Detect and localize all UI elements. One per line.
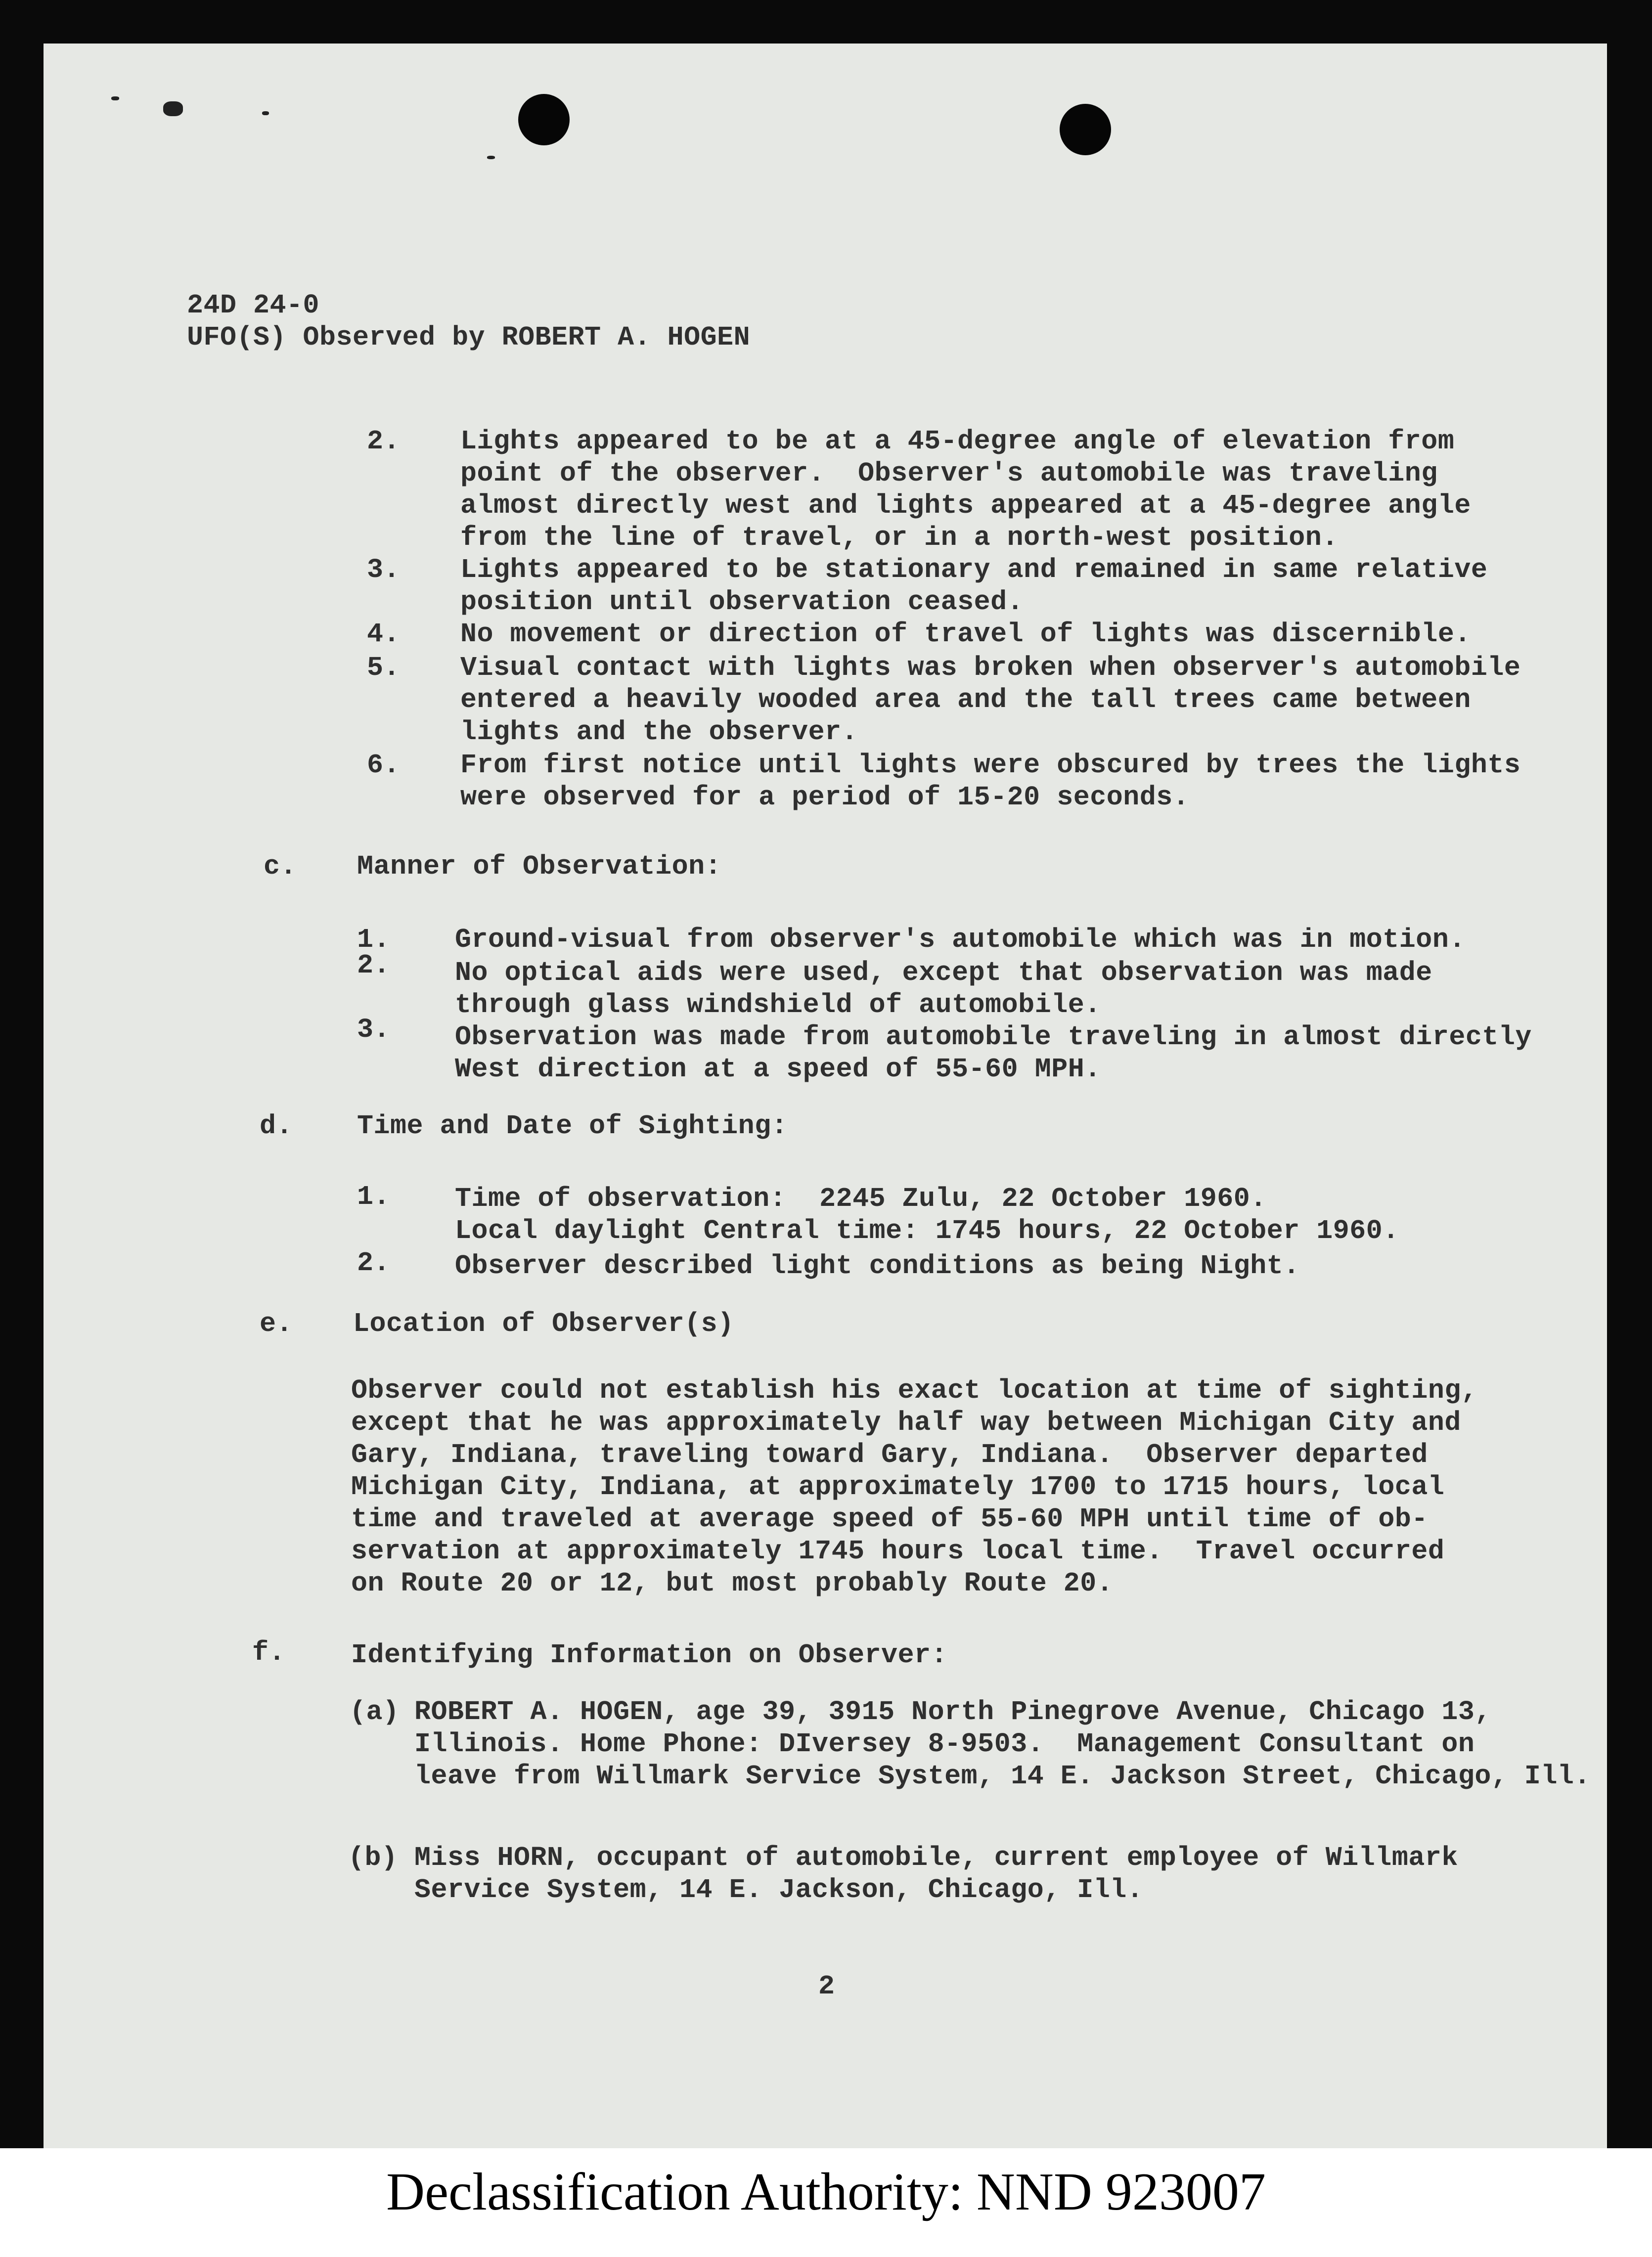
item-number: (b): [348, 1842, 398, 1873]
punch-hole: [518, 94, 570, 145]
item-text: Observation was made from automobile traveling in almost directly West direction at a speed of 55-60 MPH.: [455, 1021, 1532, 1085]
punch-hole: [1060, 104, 1111, 155]
item-text: No optical aids were used, except that observation was made through glass windshield of automobile.: [455, 957, 1432, 1020]
item-text: Ground-visual from observer's automobile which was in motion.: [455, 924, 1466, 955]
section-heading: Time and Date of Sighting:: [357, 1110, 788, 1142]
item-number: 3.: [367, 554, 401, 585]
ink-speck: [111, 96, 119, 100]
item-text: Miss HORN, occupant of automobile, current employee of Willmark Service System, 14 E. Jackson, Chicago, Ill.: [414, 1842, 1458, 1905]
item-text: Lights appeared to be at a 45-degree angle of elevation from point of the observer. Observer's automobile was traveling almost directly west and lights appeared at a 45-degree angle from the line of travel, or in a north-west position.: [460, 426, 1471, 553]
page-number: 2: [818, 1971, 835, 2002]
item-number: 6.: [367, 750, 401, 781]
section-heading: Location of Observer(s): [353, 1308, 734, 1339]
item-number: 5.: [367, 652, 401, 683]
item-number: 2.: [357, 1247, 391, 1279]
location-paragraph: Observer could not establish his exact location at time of sighting, except that he was approximately half way between Michigan City and Gary, Indiana, traveling toward Gary, Indiana. Observer departed Michigan City, Indiana, at approximately 1700 to 1715 hours, local time and traveled at average speed of 55-60 MPH until time of ob- servation at approximately 1745 hours local time. Travel occurred on Route 20 or 12, but most probably Route 20.: [351, 1375, 1478, 1599]
item-number: 2.: [367, 426, 401, 457]
item-number: 4.: [367, 619, 401, 650]
section-label: d.: [260, 1110, 293, 1142]
item-text: From first notice until lights were obscured by trees the lights were observed for a period of 15-20 seconds.: [460, 750, 1521, 813]
section-heading: Identifying Information on Observer:: [351, 1639, 948, 1671]
item-text: Time of observation: 2245 Zulu, 22 October 1960. Local daylight Central time: 1745 hours, 22 October 1960.: [455, 1183, 1399, 1246]
item-number: 2.: [357, 950, 391, 981]
ink-speck: [262, 111, 269, 115]
file-number: 24D 24-0: [187, 290, 320, 321]
section-heading: Manner of Observation:: [357, 851, 722, 882]
item-text: ROBERT A. HOGEN, age 39, 3915 North Pinegrove Avenue, Chicago 13, Illinois. Home Phone: DIversey 8-9503. Management Consultant on leave from Willmark Service System, 14 E. Jackson Street, Chicago, Ill.: [414, 1696, 1591, 1792]
item-text: No movement or direction of travel of lights was discernible.: [460, 619, 1471, 650]
item-number: 3.: [357, 1014, 391, 1045]
document-page: [44, 44, 1607, 2148]
item-number: 1.: [357, 1181, 391, 1212]
ink-speck: [163, 101, 183, 116]
section-label: f.: [252, 1637, 286, 1668]
ink-speck: [487, 156, 495, 159]
item-text: Observer described light conditions as being Night.: [455, 1250, 1300, 1282]
section-label: e.: [260, 1308, 293, 1339]
section-label: c.: [264, 851, 297, 882]
item-text: Visual contact with lights was broken when observer's automobile entered a heavily wooded area and the tall trees came between lights and the observer.: [460, 652, 1521, 748]
item-text: Lights appeared to be stationary and remained in same relative position until observation ceased.: [460, 554, 1488, 618]
item-number: (a): [350, 1696, 400, 1727]
document-subject: UFO(S) Observed by ROBERT A. HOGEN: [187, 322, 751, 353]
item-number: 1.: [357, 924, 391, 955]
declassification-caption: Declassification Authority: NND 923007: [386, 2163, 1266, 2221]
